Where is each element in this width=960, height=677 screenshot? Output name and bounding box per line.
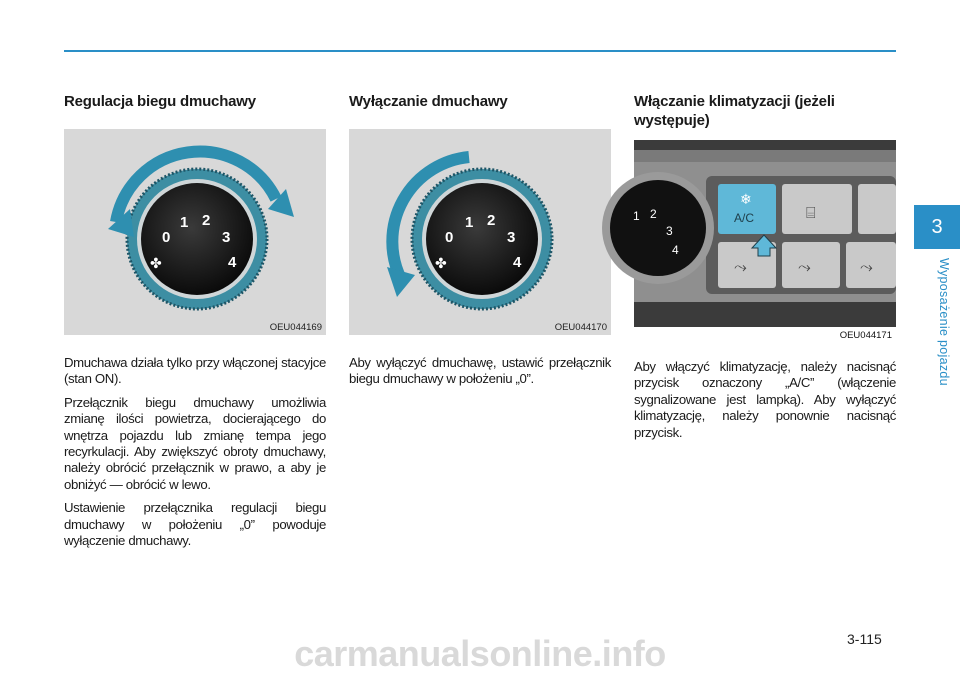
snowflake-icon: ❄: [740, 192, 752, 208]
figure-code: OEU044169: [269, 322, 322, 333]
paragraph: Ustawienie przełącznika regulacji biegu dmuchawy w położeniu „0” powoduje wyłączenie dmuchawy.: [64, 500, 326, 549]
section-blower-speed: [64, 92, 326, 556]
section-blower-off: [349, 92, 611, 395]
paragraph: Przełącznik biegu dmuchawy umożliwia zmianę ilości powietrza, docierającego do wnętrza pojazdu lub zmianę tempa jego recyrkulacji. Aby zwiększyć obroty dmuchawy, należy obrócić przełącznik w prawo, a aby je obniżyć — obrócić w lewo.: [64, 394, 326, 492]
section-heading: Wyłączanie dmuchawy: [349, 93, 508, 110]
ac-button-figure: [633, 140, 896, 341]
airflow-face-icon: ⤳: [734, 257, 747, 276]
top-rule: [64, 50, 896, 52]
paragraph: Aby włączyć klimatyzację, należy nacisnąć przycisk oznaczony „A/C” (włączenie sygnalizowane jest lampką). Aby wyłączyć klimatyzację, należy ponownie nacisnąć przycisk.: [634, 359, 896, 440]
knob-label-4: 4: [228, 254, 237, 271]
knob-label-4: 4: [513, 254, 522, 271]
defrost-button: [782, 184, 852, 234]
section-heading: Włączanie klimatyzacji (jeżeli występuje): [634, 93, 835, 129]
section-body: [349, 355, 611, 388]
chapter-title: Wyposażenie pojazdu: [937, 258, 951, 386]
knob-label-2: 2: [650, 207, 657, 221]
knob-label-1: 1: [180, 214, 189, 231]
fan-icon: ✤: [150, 256, 162, 272]
airflow-bilevel-icon: ⤳: [798, 257, 811, 276]
section-heading: Regulacja biegu dmuchawy: [64, 93, 256, 110]
ac-panel-illustration: [634, 140, 896, 327]
knob-face: [141, 183, 253, 295]
paragraph: Dmuchawa działa tylko przy włączonej stacyjce (stan ON).: [64, 355, 326, 387]
chapter-tab: 3: [914, 205, 960, 249]
rear-defrost-icon: ⌸: [806, 203, 816, 222]
section-body: [64, 355, 326, 549]
page-number: 3-115: [847, 631, 882, 647]
blower-off-figure: [349, 129, 611, 335]
knob-label-1: 1: [465, 214, 474, 231]
fan-icon: ✤: [435, 256, 447, 272]
knob-label-0: 0: [162, 229, 171, 246]
airflow-floor-icon: ⤳: [860, 257, 873, 276]
knob-label-3: 3: [666, 224, 673, 238]
paragraph: Aby wyłączyć dmuchawę, ustawić przełącznik biegu dmuchawy w położeniu „0”.: [349, 355, 611, 387]
figure-code: OEU044170: [554, 322, 607, 333]
ac-button-label: A/C: [734, 211, 755, 225]
blower-off-illustration: [349, 129, 611, 335]
section-body: [634, 359, 896, 441]
knob-face: [426, 183, 538, 295]
knob-label-2: 2: [487, 212, 496, 229]
arrow-ccw-icon: [387, 267, 415, 297]
knob-label-4: 4: [672, 243, 679, 257]
blower-knob-illustration: [64, 129, 326, 335]
knob-label-0: 0: [445, 229, 454, 246]
blower-knob-figure: [64, 129, 326, 335]
knob-label-3: 3: [222, 229, 231, 246]
figure-code: OEU044171: [839, 330, 892, 341]
vent-bilevel-button: [782, 242, 840, 288]
watermark: carmanualsonline.info: [294, 633, 666, 674]
knob-label-2: 2: [202, 212, 211, 229]
section-ac-on: [634, 92, 896, 448]
knob-label-3: 3: [507, 229, 516, 246]
knob-label-1: 1: [633, 209, 640, 223]
